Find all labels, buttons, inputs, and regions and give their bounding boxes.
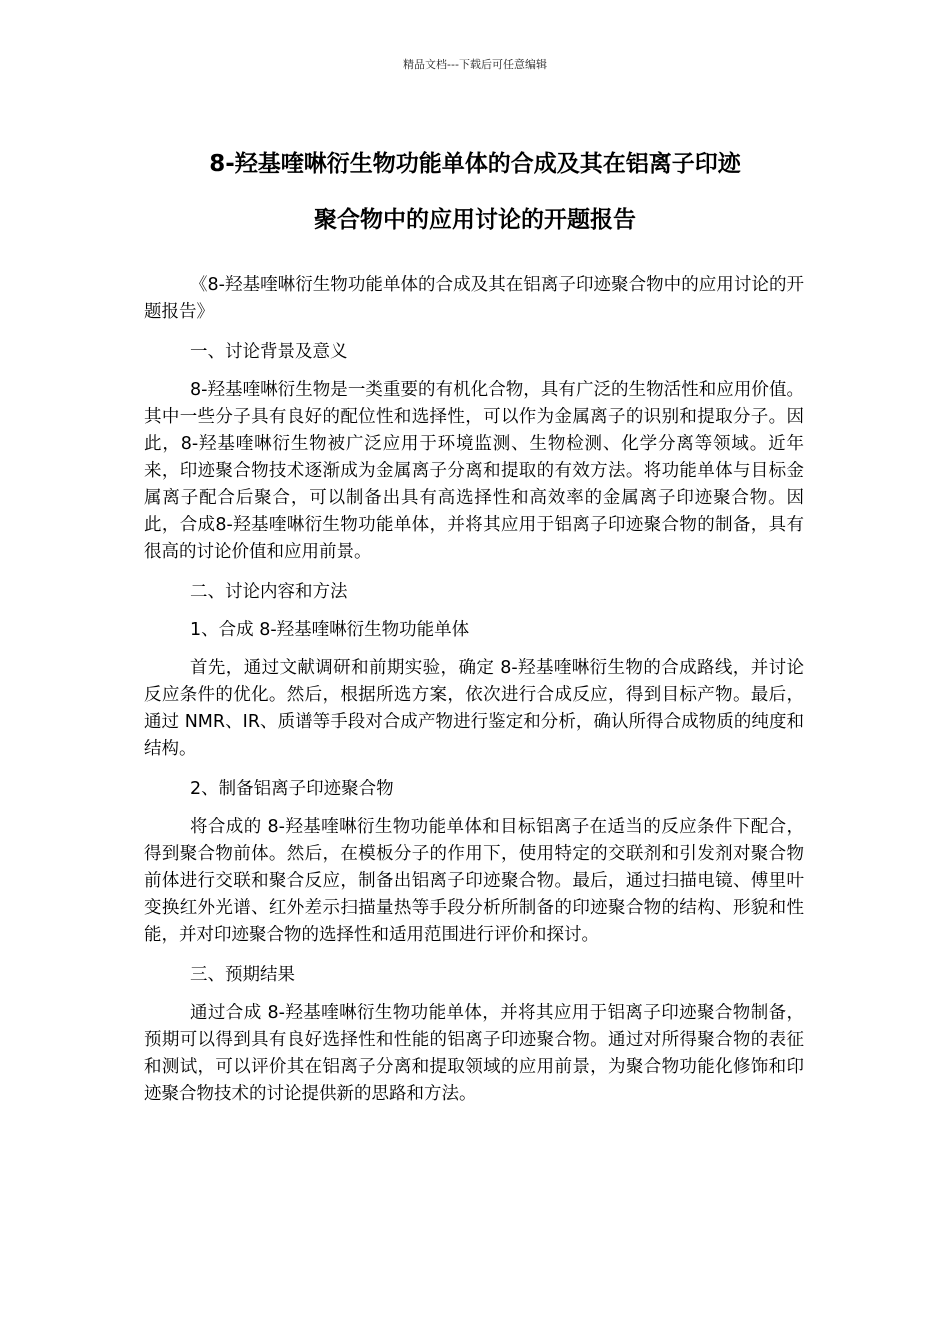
section-heading-content-methods: 二、讨论内容和方法	[190, 582, 348, 602]
title-line-2: 聚合物中的应用讨论的开题报告	[314, 207, 636, 233]
paragraph-synthesis: 首先，通过文献调研和前期实验，确定 8-羟基喹啉衍生物的合成路线，并讨论反应条件的优化。然后，根据所选方案，依次进行合成反应，得到目标产物。最后，通过 NMR、IR、质谱等手段对合成产物进行鉴定和分析，确认所得合成物质的纯度和结构。	[144, 658, 804, 759]
header-note: 精品文档---下载后可任意编辑	[403, 58, 547, 71]
section-heading-expected-results: 三、预期结果	[190, 965, 295, 985]
subsection-heading-synthesis: 1、合成 8-羟基喹啉衍生物功能单体	[190, 620, 470, 640]
paragraph-polymer-preparation: 将合成的 8-羟基喹啉衍生物功能单体和目标铝离子在适当的反应条件下配合，得到聚合物前体。然后，在模板分子的作用下，使用特定的交联剂和引发剂对聚合物前体进行交联和聚合反应，制备出铝离子印迹聚合物。最后，通过扫描电镜、傅里叶变换红外光谱、红外差示扫描量热等手段分析所制备的印迹聚合物的结构、形貌和性能，并对印迹聚合物的选择性和适用范围进行评价和探讨。	[144, 817, 804, 945]
paragraph-background: 8-羟基喹啉衍生物是一类重要的有机化合物，具有广泛的生物活性和应用价值。其中一些分子具有良好的配位性和选择性，可以作为金属离子的识别和提取分子。因此，8-羟基喹啉衍生物被广泛应用于环境监测、生物检测、化学分离等领域。近年来，印迹聚合物技术逐渐成为金属离子分离和提取的有效方法。将功能单体与目标金属离子配合后聚合，可以制备出具有高选择性和高效率的金属离子印迹聚合物。因此，合成8-羟基喹啉衍生物功能单体，并将其应用于铝离子印迹聚合物的制备，具有很高的讨论价值和应用前景。	[144, 380, 804, 562]
title-line-1: 8-羟基喹啉衍生物功能单体的合成及其在铝离子印迹	[209, 151, 741, 177]
document-body	[144, 272, 804, 1121]
paragraph-expected-results: 通过合成 8-羟基喹啉衍生物功能单体，并将其应用于铝离子印迹聚合物制备，预期可以得到具有良好选择性和性能的铝离子印迹聚合物。通过对所得聚合物的表征和测试，可以评价其在铝离子分离和提取领域的应用前景，为聚合物功能化修饰和印迹聚合物技术的讨论提供新的思路和方法。	[144, 1003, 804, 1104]
section-heading-background: 一、讨论背景及意义	[190, 342, 348, 362]
paragraph-full-title: 《8-羟基喹啉衍生物功能单体的合成及其在铝离子印迹聚合物中的应用讨论的开题报告》	[144, 275, 804, 322]
subsection-heading-polymer-preparation: 2、制备铝离子印迹聚合物	[190, 779, 394, 799]
document-title	[120, 136, 830, 248]
